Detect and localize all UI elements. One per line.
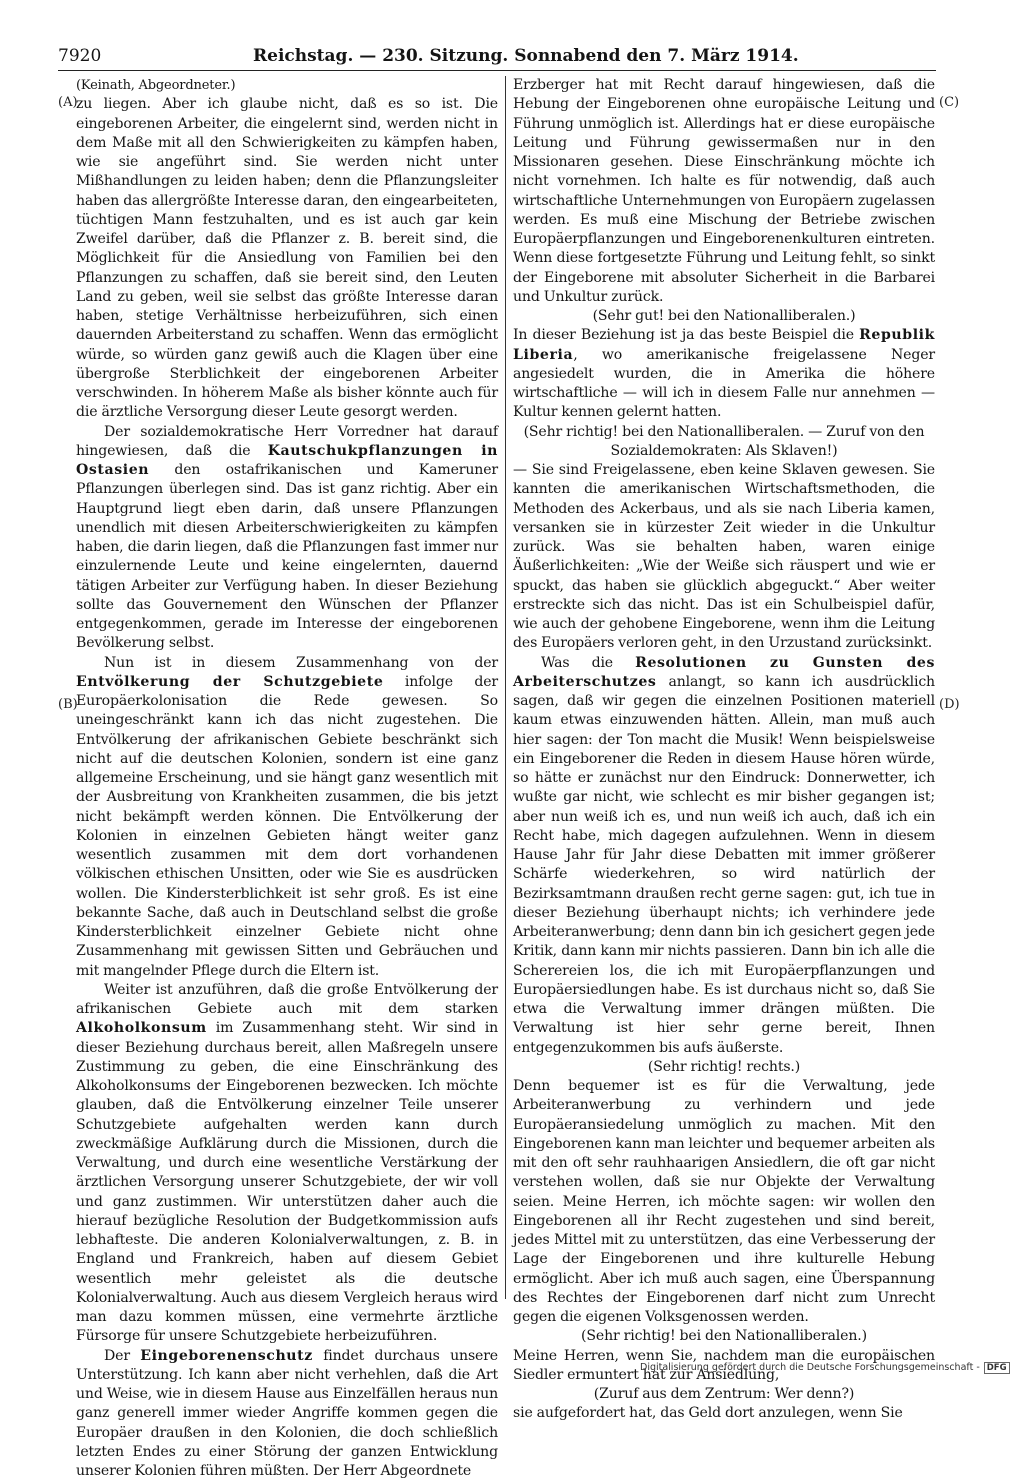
interjection: (Sehr richtig! rechts.) — [513, 1058, 935, 1077]
margin-marker-d: (D) — [939, 697, 960, 712]
emphasis: Republik Liberia — [513, 327, 935, 362]
right-column — [513, 76, 935, 1424]
paragraph: Denn bequemer ist es für die Verwaltung, jede Arbeiteranwerbung zu verhindern und jede Europäeransiedelung unmöglich zu machen. Mit den Eingeborenen kann man leichter und bequemer arbeiten als mit den oft sehr rauhhaarigen Ansiedlern, die oft gar nicht verstehen wollen, daß sie nur Objekte der Verwaltung seien. Meine Herren, ich möchte sagen: wir wollen den Eingeborenen all ihr Recht zugestehen und sind bereit, jedes Mittel mit zu unterstützen, das eine Verbesserung der Lage der Eingeborenen und ihre kulturelle Hebung ermöglicht. Aber ich muß auch sagen, eine Überspannung des Rechtes der Eingeborenen darf nicht zum Unrecht gegen die eigenen Volksgenossen werden. — [513, 1077, 935, 1327]
paragraph: Erzberger hat mit Recht darauf hingewiesen, daß die Hebung der Eingeborenen ohne europäische Leitung und Führung unmöglich ist. Allerdings hat er diese europäische Leitung und Führung gewissermaßen nur in den Missionaren gesehen. Diese Einschränkung möchte ich nicht vornehmen. Ich halte es für notwendig, daß auch wirtschaftliche Unternehmungen von Europäern zugelassen werden. Es muß eine Mischung der Betriebe zwischen Europäerpflanzungen und Eingeborenenkulturen eintreten. Wenn diese fortgesetzte Führung und Leitung fehlt, so sinkt der Eingeborene mit absoluter Sicherheit in die Barbarei und Unkultur zurück. — [513, 76, 935, 307]
paragraph: Was die Resolutionen zu Gunsten des Arbeiterschutzes anlangt, so kann ich ausdrücklich sagen, daß wir gegen die einzelnen Positionen materiell kaum etwas einzuwenden hätten. Allein, man muß auch hier sagen: der Ton macht die Musik! Wenn beispielsweise ein Eingeborener die Reden in diesem Hause hören würde, so hätte er zunächst nur den Eindruck: Donnerwetter, ich wußte gar nicht, wie schlecht es mir bisher gegangen ist; aber nun weiß ich es, und nun weiß ich auch, daß ich ein Recht habe, mich dagegen aufzulehnen. Wenn in diesem Hause Jahr für Jahr diese Debatten mit immer größerer Schärfe wiederkehren, so wird natürlich der Bezirksamtmann draußen recht gerne sagen: gut, ich tue in dieser Beziehung überhaupt nichts; ich verhindere jede Arbeiteranwerbung; denn dann bin ich gesichert gegen jede Kritik, dann kann mir nichts passieren. Dann bin ich alle die Scherereien los, die ich mit Europäerpflanzungen und Europäersiedlungen habe. Es ist durchaus nicht so, daß Sie etwa die Verwaltung immer drängen müßten. Die Verwaltung ist hier sehr gerne bereit, Ihnen entgegenzukommen bis aufs äußerste. — [513, 654, 935, 1058]
emphasis: Resolutionen zu Gunsten des Arbeiterschutzes — [513, 655, 935, 690]
interjection: (Sehr richtig! bei den Nationalliberalen. — Zuruf von den Sozialdemokraten: Als Sklaven!) — [513, 423, 935, 462]
paragraph: Der sozialdemokratische Herr Vorredner hat darauf hingewiesen, daß die Kautschukpflanzungen in Ostasien den ostafrikanischen und Kameruner Pflanzungen überlegen sind. Das ist ganz richtig. Aber ein Hauptgrund liegt eben darin, daß unsere Pflanzungen unendlich mit diesen Arbeiterschwierigkeiten zu kämpfen haben, die darin liegen, daß die Pflanzungen fast immer nur einzulernende Leute und keine eingelernten, dauernd tätigen Arbeiter zur Verfügung haben. In dieser Beziehung sollte das Gouvernement den Wünschen der Pflanzer entgegenkommen, gerade im Interesse der eingeborenen Bevölkerung selbst. — [76, 423, 498, 654]
paragraph: Weiter ist anzuführen, daß die große Entvölkerung der afrikanischen Gebiete auch mit dem starken Alkoholkonsum im Zusammenhang steht. Wir sind in dieser Beziehung durchaus bereit, allen Maßregeln unsere Zustimmung zu geben, die eine Einschränkung des Alkoholkonsums der Eingeborenen bezwecken. Ich möchte glauben, daß die Entvölkerung einzelner Teile unserer Schutzgebiete aufgehalten werden kann durch zweckmäßige Aufklärung durch die Missionen, durch die Verwaltung, und durch eine wesentliche Verstärkung der ärztlichen Versorgung unserer Schutzgebiete, der wir voll und ganz zustimmen. Wir unterstützen daher auch die hierauf bezügliche Resolution der Budgetkommission aufs lebhafteste. Die anderen Kolonialverwaltungen, z. B. in England und Frankreich, haben auf diesem Gebiet wesentlich mehr geleistet als die deutsche Kolonialverwaltung. Auch aus diesem Vergleich heraus wird man dazu kommen müssen, eine vermehrte ärztliche Fürsorge für unsere Schutzgebiete herbeizuführen. — [76, 981, 498, 1347]
interjection: (Sehr richtig! bei den Nationalliberalen.) — [513, 1327, 935, 1346]
running-title: Reichstag. — 230. Sitzung. Sonnabend den 7. März 1914. — [253, 46, 799, 66]
emphasis: Kautschukpflanzungen in Ostasien — [76, 443, 498, 478]
credit-text: Digitalisierung gefördert durch die Deutsche Forschungsgemeinschaft - — [640, 1362, 980, 1373]
paragraph: zu liegen. Aber ich glaube nicht, daß es so ist. Die eingeborenen Arbeiter, die eingelernt sind, werden nicht in dem Maße mit all den Schwierigkeiten zu kämpfen haben, wie sie angeführt sind. Sie werden nicht unter Mißhandlungen zu leiden haben; denn die Pflanzungsleiter haben das allergrößte Interesse daran, den eingearbeiteten, tüchtigen Mann festzuhalten, und es ist auch gar kein Zweifel darüber, daß die Pflanzer z. B. bereit sind, die Möglichkeit für die Ansiedlung von Familien bei den Pflanzungen zu schaffen, daß sie bereit sind, den Leuten Land zu geben, weil sie selbst das größte Interesse daran haben, stetige Verhältnisse herbeizuführen, sich einen dauernden Arbeiterstand zu schaffen. Wenn das ermöglicht würde, so würden ganz gewiß auch die Klagen über eine übergroße Sterblichkeit der eingeborenen Arbeiter verschwinden. In höherem Maße als bisher könnte auch für die ärztliche Versorgung dieser Leute gesorgt werden. — [76, 95, 498, 422]
page-number: 7920 — [58, 46, 101, 66]
paragraph: sie aufgefordert hat, das Geld dort anzulegen, wenn Sie — [513, 1404, 935, 1423]
interjection: (Sehr gut! bei den Nationalliberalen.) — [513, 307, 935, 326]
dfg-logo: DFG — [984, 1362, 1010, 1374]
paragraph: Nun ist in diesem Zusammenhang von der Entvölkerung der Schutzgebiete infolge der Europäerkolonisation die Rede gewesen. So uneingeschränkt kann ich das nicht zugestehen. Die Entvölkerung der afrikanischen Gebiete beschränkt sich nicht auf die deutschen Kolonien, sondern ist eine ganz allgemeine Erscheinung, und sie hängt ganz wesentlich mit der Ausbreitung von Krankheiten zusammen, die bis jetzt nicht bekämpft werden können. Die Entvölkerung der Kolonien in einzelnen Gebieten hängt weiter ganz wesentlich zusammen mit dem dort vorhandenen völkischen ethischen Unsitten, oder wie Sie es ausdrücken wollen. Die Kindersterblichkeit ist sehr groß. Es ist eine bekannte Sache, daß auch in Deutschland selbst die große Kindersterblichkeit einzelner Gebiete nicht ohne Zusammenhang mit gewissen Sitten und Gebräuchen und mit mangelnder Pflege durch die Eltern ist. — [76, 654, 498, 981]
margin-marker-a: (A) — [58, 95, 78, 110]
emphasis: Entvölkerung der Schutzgebiete — [76, 674, 383, 690]
emphasis: Eingeborenenschutz — [140, 1348, 313, 1364]
margin-marker-b: (B) — [58, 697, 78, 712]
paragraph: — Sie sind Freigelassene, eben keine Sklaven gewesen. Sie kannten die amerikanischen Wirtschaftsmethoden, die Methoden des Ackerbaus, und als sie nach Liberia kamen, versanken sie in kürzester Zeit wieder in die Unkultur zurück. Was sie behalten haben, waren einige Äußerlichkeiten: „Wie der Weiße sich räuspert und wie er spuckt, das haben sie glücklich abgeguckt.“ Aber weiter erstreckte sich das nicht. Das ist ein Schulbeispiel dafür, wie auch der gehobene Eingeborene, wenn ihm die Leitung des Europäers verloren geht, in den Urzustand zurücksinkt. — [513, 461, 935, 654]
paragraph: Der Eingeborenenschutz findet durchaus unsere Unterstützung. Ich kann aber nicht verhehlen, daß die Art und Weise, wie in diesem Hause aus Einzelfällen heraus nun ganz generell immer wieder Angriffe kommen gegen die Europäer draußen in den Kolonien, die doch schließlich letzten Endes zu einer Störung der ganzen Entwicklung unserer Kolonien führen müßten. Der Herr Abgeordnete — [76, 1347, 498, 1481]
digitization-credit — [640, 1362, 1010, 1374]
left-column — [76, 76, 498, 1481]
paragraph: In dieser Beziehung ist ja das beste Beispiel die Republik Liberia, wo amerikanische freigelassene Neger angesiedelt wurden, die in Amerika die höhere wirtschaftliche — will ich in diesem Falle nur annehmen — Kultur kennen gelernt hatten. — [513, 326, 935, 422]
speaker-attribution: (Keinath, Abgeordneter.) — [76, 76, 498, 95]
column-divider — [505, 76, 506, 1299]
page-header — [58, 44, 936, 71]
interjection: (Zuruf aus dem Zentrum: Wer denn?) — [513, 1385, 935, 1404]
paragraph: Meine Herren, wenn Sie, nachdem man die europäischen Siedler ermuntert hat zur Ansiedlung, — [513, 1347, 935, 1386]
margin-marker-c: (C) — [939, 95, 959, 110]
emphasis: Alkoholkonsum — [76, 1020, 207, 1036]
